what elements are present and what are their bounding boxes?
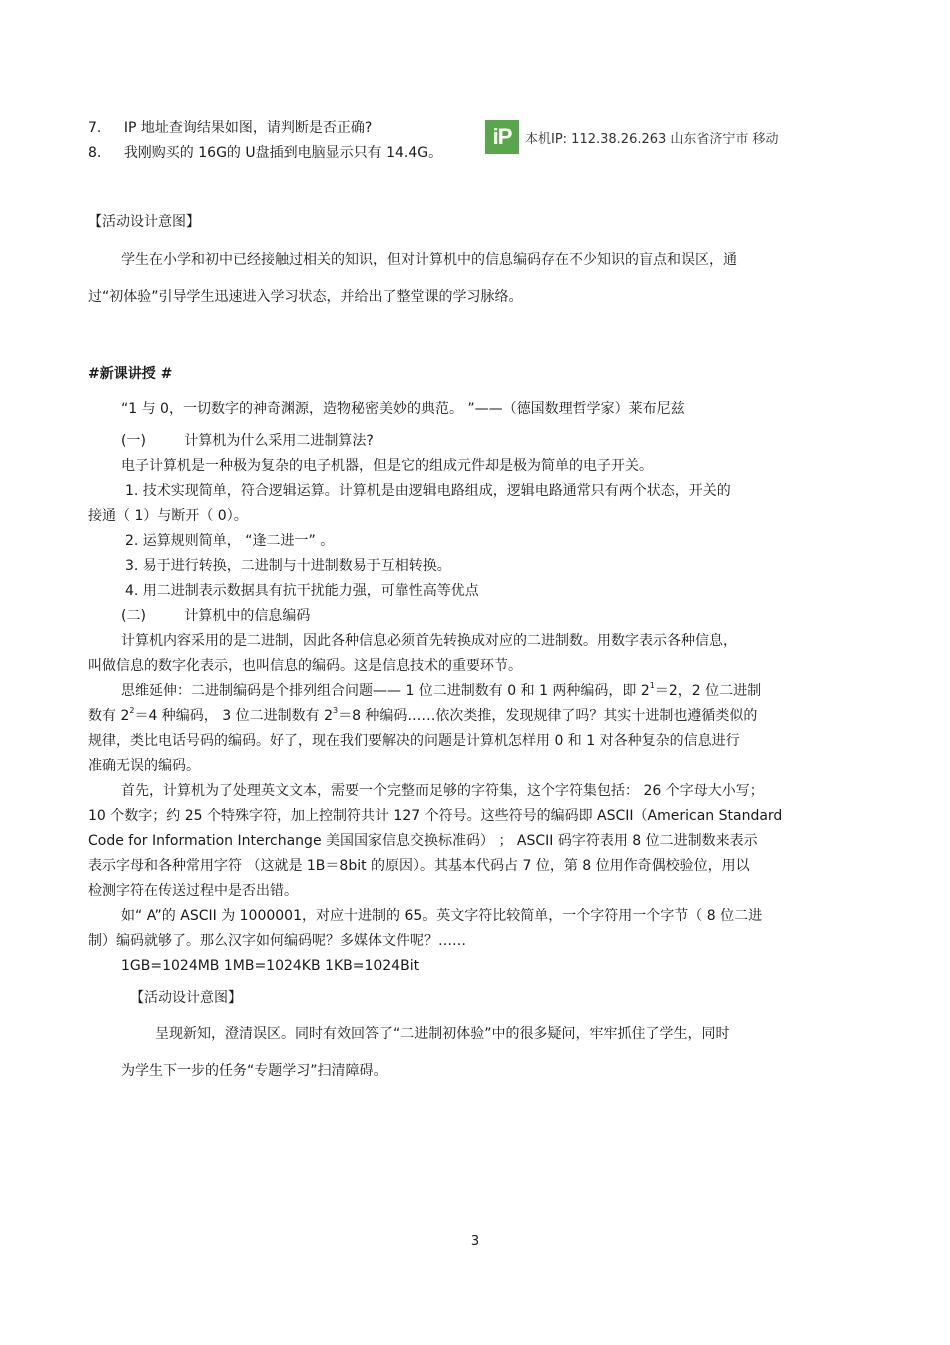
example-line-2: 制）编码就够了。那么汉字如何编码呢？多媒体文件呢？…… bbox=[88, 933, 466, 949]
subsection-1-heading bbox=[121, 431, 374, 451]
reason-3: 3. 易于进行转换，二进制与十进制数易于互相转换。 bbox=[125, 558, 451, 574]
think-line-3: 规律，类比电话号码的编码。好了，现在我们要解决的问题是计算机怎样用 0 和 1 对各种复杂的信息进行 bbox=[88, 733, 740, 749]
activity-heading-2: 【活动设计意图】 bbox=[130, 990, 242, 1006]
ascii-para-line-3: Code for Information Interchange 美国国家信息交换标准码） ； ASCII 码字符表用 8 位二进制数来表示 bbox=[88, 833, 758, 849]
reason-1-line-1: 1. 技术实现简单，符合逻辑运算。计算机是由逻辑电路组成，逻辑电路通常只有两个状态，开关的 bbox=[125, 483, 731, 499]
subsection-2-label: (二) bbox=[121, 608, 146, 624]
think-line-2-b: ＝4 种编码， 3 位二进制数有 2 bbox=[134, 708, 333, 724]
section-title: #新课讲授 # bbox=[88, 366, 173, 382]
encoding-para-line-2: 叫做信息的数字化表示，也叫信息的编码。这是信息技术的重要环节。 bbox=[88, 658, 522, 674]
subsection-1-label: (一) bbox=[121, 433, 146, 449]
encoding-para-line-1: 计算机内容采用的是二进制，因此各种信息必须首先转换成对应的二进制数。用数字表示各种信息， bbox=[121, 633, 737, 649]
ip-lookup-image bbox=[485, 120, 779, 154]
reason-2: 2. 运算规则简单， “逢二进一” 。 bbox=[125, 533, 335, 549]
leibniz-quote: “1 与 0，一切数字的神奇渊源，造物秘密美妙的典范。 ”——（德国数理哲学家）莱布尼兹 bbox=[121, 401, 685, 417]
question-8-text: 我刚购买的 16G的 U盘插到电脑显示只有 14.4G。 bbox=[123, 145, 443, 161]
subsection-1-title: 计算机为什么采用二进制算法? bbox=[184, 433, 374, 449]
activity-2-line-2: 为学生下一步的任务“专题学习”扫清障碍。 bbox=[121, 1063, 388, 1079]
ip-logo-icon: iP bbox=[485, 120, 519, 154]
reason-1-line-2: 接通（ 1）与断开（ 0）。 bbox=[88, 508, 248, 524]
activity-1-line-2: 过“初体验”引导学生迅速进入学习状态，并给出了整堂课的学习脉络。 bbox=[88, 289, 523, 305]
think-line-1-a: 思维延伸：二进制编码是个排列组合问题—— 1 位二进制数有 0 和 1 两种编码，即 2 bbox=[121, 683, 650, 699]
reason-4: 4. 用二进制表示数据具有抗干扰能力强，可靠性高等优点 bbox=[125, 583, 479, 599]
question-8 bbox=[88, 143, 442, 163]
think-line-2-c: ＝8 种编码……依次类推，发现规律了吗？其实十进制也遵循类似的 bbox=[338, 708, 758, 724]
ascii-para-line-4: 表示字母和各种常用字符 （这就是 1B＝8bit 的原因）。其基本代码占 7 位，第 8 位用作奇偶校验位，用以 bbox=[88, 858, 750, 874]
think-exponent-1: 1 bbox=[649, 681, 655, 690]
question-8-number: 8. bbox=[88, 145, 102, 161]
ip-lookup-label: 本机IP: 112.38.26.263 山东省济宁市 移动 bbox=[525, 131, 779, 147]
think-line-2-a: 数有 2 bbox=[88, 708, 130, 724]
subsection-2-title: 计算机中的信息编码 bbox=[184, 608, 311, 624]
question-7-number: 7. bbox=[88, 120, 102, 136]
think-line-1-b: ＝2，2 位二进制 bbox=[654, 683, 762, 699]
question-7 bbox=[88, 118, 372, 138]
activity-2-line-1: 呈现新知，澄清误区。同时有效回答了“二进制初体验”中的很多疑问，牢牢抓住了学生，同时 bbox=[155, 1026, 730, 1042]
activity-1-line-1: 学生在小学和初中已经接触过相关的知识，但对计算机中的信息编码存在不少知识的盲点和误区，通 bbox=[121, 252, 737, 268]
question-7-text: IP 地址查询结果如图，请判断是否正确? bbox=[123, 120, 373, 136]
subsection-2-heading bbox=[121, 606, 310, 626]
example-line-1: 如“ A”的 ASCII 为 1000001，对应十进制的 65。英文字符比较简单，一个字符用一个字节（ 8 位二进 bbox=[121, 908, 763, 924]
think-line-1 bbox=[121, 681, 761, 701]
ascii-para-line-5: 检测字符在传送过程中是否出错。 bbox=[88, 883, 298, 899]
think-line-4: 准确无误的编码。 bbox=[88, 758, 200, 774]
think-line-2 bbox=[88, 706, 757, 726]
activity-heading-1: 【活动设计意图】 bbox=[88, 214, 200, 230]
think-exponent-3: 3 bbox=[332, 706, 339, 715]
think-exponent-2: 2 bbox=[129, 706, 135, 715]
page-number: 3 bbox=[470, 1234, 480, 1249]
subsection-1-intro: 电子计算机是一种极为复杂的电子机器，但是它的组成元件却是极为简单的电子开关。 bbox=[121, 458, 653, 474]
ascii-para-line-1: 首先，计算机为了处理英文文本，需要一个完整而足够的字符集，这个字符集包括： 26 个字母大小写； bbox=[121, 783, 764, 799]
storage-units: 1GB=1024MB 1MB=1024KB 1KB=1024Bit bbox=[121, 958, 420, 974]
ascii-para-line-2: 10 个数字；约 25 个特殊字符，加上控制符共计 127 个符号。这些符号的编码即 ASCII（American Standard bbox=[88, 808, 783, 824]
